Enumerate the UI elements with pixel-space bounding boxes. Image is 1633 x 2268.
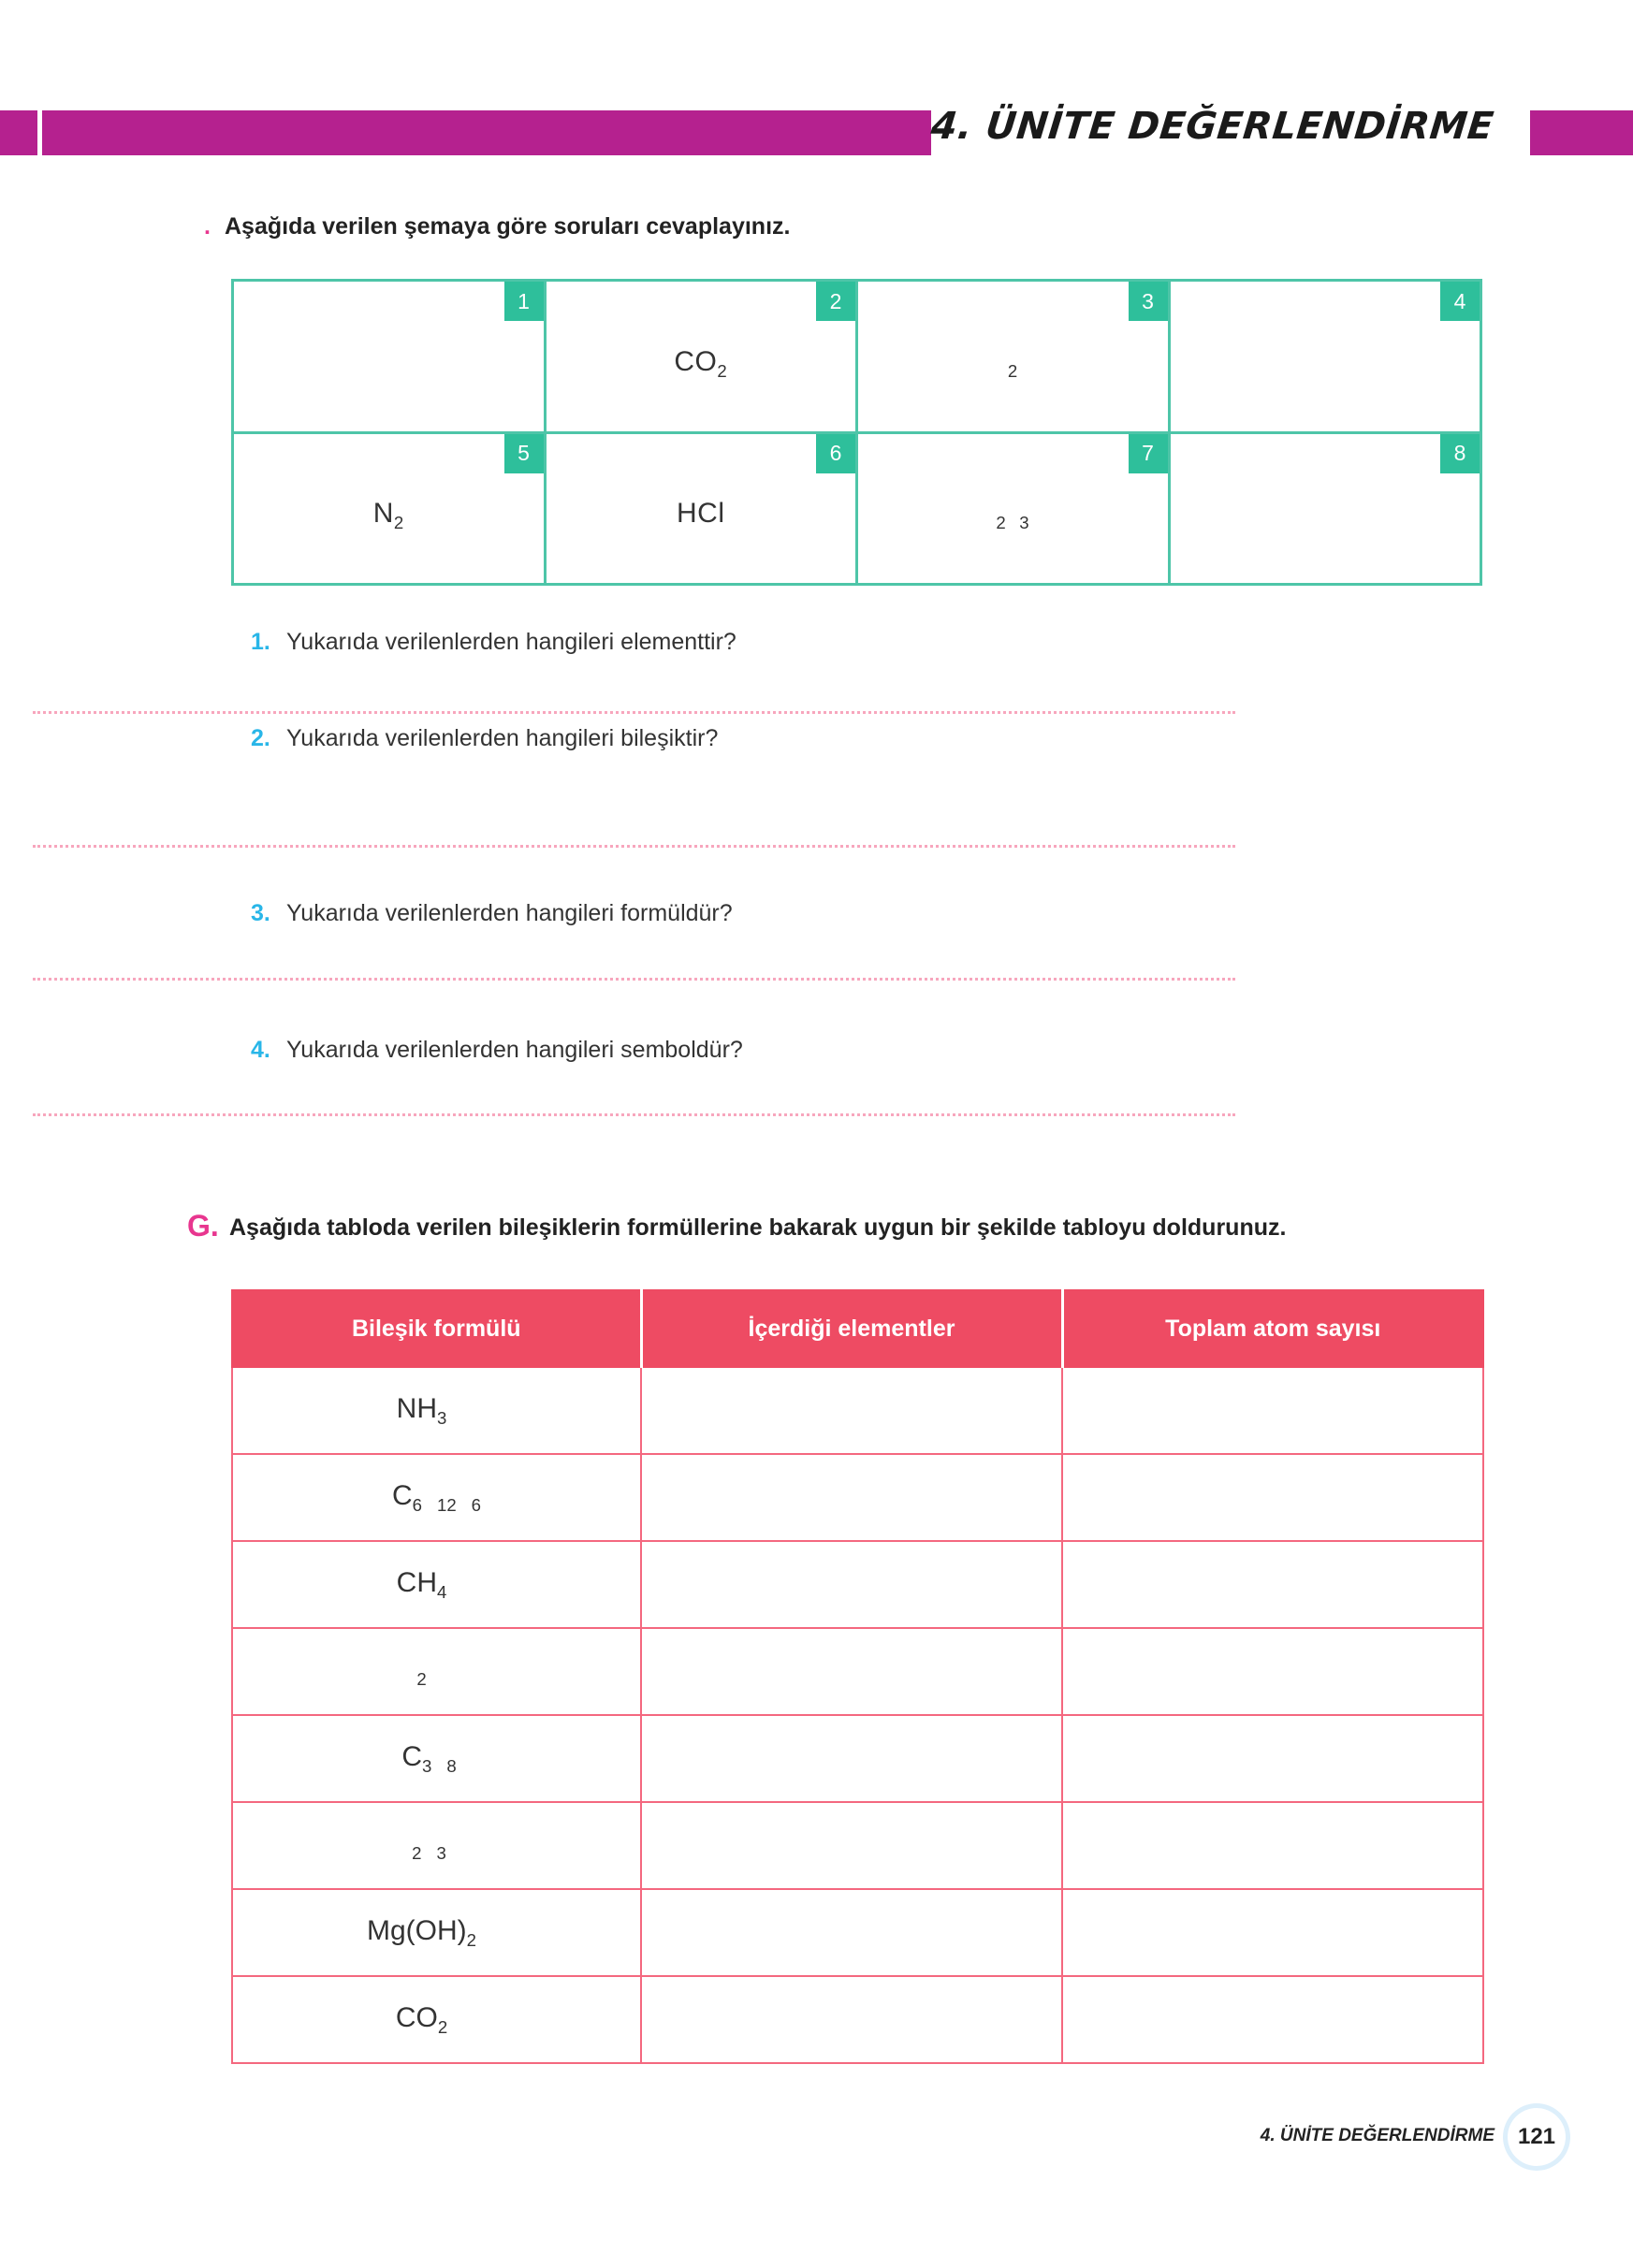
cell-number-badge: 4 [1440,282,1480,321]
instruction-marker: . [204,213,211,240]
cell-formula: $N_2$ [372,498,404,533]
substance-cell-7[interactable] [858,434,1171,584]
section-g-letter: G. [187,1209,219,1243]
table-row [232,1976,1483,2063]
cell-number-badge: 2 [816,282,855,321]
page-number-badge: 121 [1508,2108,1566,2166]
column-header-elements: İçerdiği elementler [641,1290,1062,1367]
cell-number-badge: 1 [504,282,544,321]
table-header-row [232,1290,1483,1367]
cell-elements[interactable] [641,1367,1062,1454]
header-bar-right-segment [1530,110,1633,155]
question-item-1 [251,629,1486,656]
substance-grid-row [234,434,1480,584]
cell-formula: HCl [677,498,725,530]
substance-cell-5[interactable] [234,434,547,584]
cell-total-atoms[interactable] [1062,1715,1483,1802]
answer-line-2[interactable] [33,845,1235,848]
cell-total-atoms[interactable] [1062,1628,1483,1715]
cell-number-badge: 5 [504,434,544,473]
substance-cell-6[interactable] [547,434,859,584]
question-number: 2. [251,725,270,751]
cell-formula: $C_6$ $_{12}$ $_6$ [232,1454,641,1541]
cell-elements[interactable] [641,1976,1062,2063]
question-number: 1. [251,629,270,655]
cell-formula: 2 [1007,360,1018,381]
question-number: 4. [251,1037,270,1063]
cell-total-atoms[interactable] [1062,1541,1483,1628]
table-row [232,1715,1483,1802]
substance-cell-8[interactable] [1171,434,1480,584]
cell-elements[interactable] [641,1454,1062,1541]
cell-total-atoms[interactable] [1062,1367,1483,1454]
cell-total-atoms[interactable] [1062,1889,1483,1976]
table-row [232,1454,1483,1541]
cell-number-badge: 6 [816,434,855,473]
answer-line-1[interactable] [33,711,1235,714]
cell-total-atoms[interactable] [1062,1976,1483,2063]
cell-total-atoms[interactable] [1062,1454,1483,1541]
cell-elements[interactable] [641,1715,1062,1802]
cell-formula: $CO_2$ [674,345,728,381]
cell-formula: $C_3$ $_8$ [232,1715,641,1802]
cell-formula: $CH_4$ [232,1541,641,1628]
table-row [232,1541,1483,1628]
question-item-3 [251,900,1486,927]
question-item-4 [251,1037,1486,1064]
page-header [0,105,1633,155]
question-text: Yukarıda verilenlerden hangileri semboldür? [286,1037,743,1063]
table-row [232,1802,1483,1889]
substance-cell-2[interactable] [547,282,859,431]
header-bar-left-segment [0,110,37,155]
header-bar-main-segment [42,110,931,155]
question-text: Yukarıda verilenlerden hangileri bileşiktir? [286,725,719,751]
cell-elements[interactable] [641,1889,1062,1976]
cell-formula: $CO_2$ [232,1976,641,2063]
substance-grid-row [234,282,1480,434]
table-row [232,1628,1483,1715]
cell-elements[interactable] [641,1541,1062,1628]
cell-number-badge: 3 [1129,282,1168,321]
column-header-total-atoms: Toplam atom sayısı [1062,1290,1483,1367]
cell-formula: $NH_3$ [232,1367,641,1454]
substance-cell-4[interactable] [1171,282,1480,431]
cell-number-badge: 7 [1129,434,1168,473]
header-title: 4. ÜNİTE DEĞERLENDİRME [928,105,1496,148]
column-header-formula: Bileşik formülü [232,1290,641,1367]
cell-number-badge: 8 [1440,434,1480,473]
cell-elements[interactable] [641,1628,1062,1715]
question-item-2 [251,725,1486,752]
cell-formula: 2 [232,1628,641,1715]
table-row [232,1889,1483,1976]
substance-grid [231,279,1482,586]
cell-formula: $_2$ $_3$ [996,513,1030,533]
cell-formula: $_2$ $_3$ [232,1802,641,1889]
cell-total-atoms[interactable] [1062,1802,1483,1889]
question-number: 3. [251,900,270,926]
table-row [232,1367,1483,1454]
question-text: Yukarıda verilenlerden hangileri formüldür? [286,900,733,926]
cell-formula: $Mg(OH)_2$ [232,1889,641,1976]
cell-elements[interactable] [641,1802,1062,1889]
compound-table [231,1289,1484,2064]
question-text: Yukarıda verilenlerden hangileri elementtir? [286,629,736,655]
instruction-text: Aşağıda verilen şemaya göre soruları cevaplayınız. [225,213,791,240]
substance-cell-1[interactable] [234,282,547,431]
answer-line-3[interactable] [33,978,1235,981]
section-g-text: Aşağıda tabloda verilen bileşiklerin formüllerine bakarak uygun bir şekilde tabloyu doldurunuz. [229,1214,1287,1241]
footer-unit-label: 4. ÜNİTE DEĞERLENDİRME [1260,2126,1494,2145]
answer-line-4[interactable] [33,1113,1235,1116]
substance-cell-3[interactable] [858,282,1171,431]
